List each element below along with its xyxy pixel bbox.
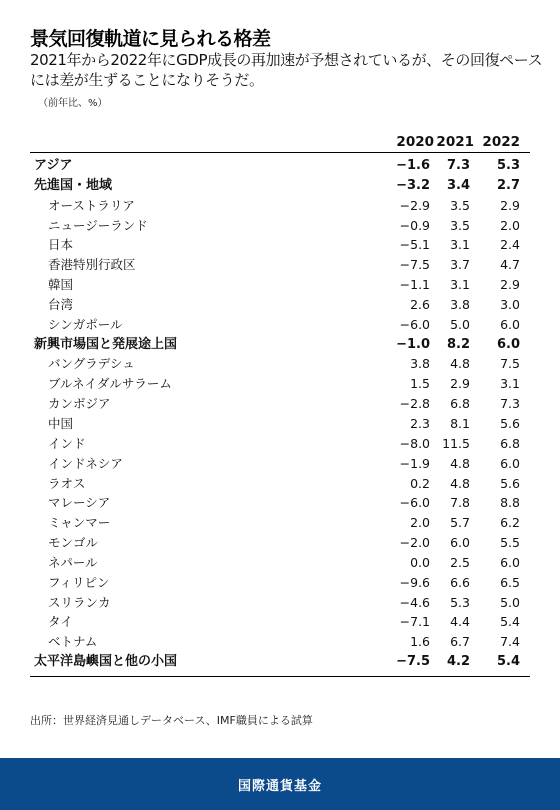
value-2021: 6.6 <box>450 574 470 590</box>
value-2022: 2.9 <box>500 197 520 213</box>
value-2020: −3.2 <box>396 177 430 193</box>
table-row <box>30 573 530 593</box>
value-2022: 3.1 <box>500 376 520 392</box>
column-header-2022: 2022 <box>482 134 520 150</box>
value-2021: 8.2 <box>446 336 470 352</box>
value-2020: 0.2 <box>410 475 430 491</box>
row-label: 新興市場国と発展途上国 <box>34 336 178 352</box>
table-row <box>30 414 530 434</box>
value-2020: 2.0 <box>410 515 430 531</box>
value-2020: −4.6 <box>399 594 430 610</box>
value-2021: 5.0 <box>450 316 470 332</box>
table-row <box>30 255 530 275</box>
value-2022: 2.7 <box>496 177 520 193</box>
row-label: 日本 <box>48 237 74 253</box>
value-2020: −5.1 <box>399 237 430 253</box>
units-note: （前年比、%） <box>38 98 108 109</box>
row-label: 中国 <box>48 415 74 431</box>
value-2020: −1.6 <box>396 158 430 173</box>
value-2022: 6.5 <box>500 574 520 590</box>
table-row <box>30 474 530 494</box>
value-2022: 5.6 <box>500 475 520 491</box>
value-2021: 7.8 <box>450 495 470 511</box>
table-row <box>30 295 530 315</box>
table-row <box>30 632 530 652</box>
value-2021: 3.1 <box>450 237 470 253</box>
value-2022: 2.4 <box>500 237 520 253</box>
value-2022: 5.4 <box>500 614 520 630</box>
row-label: ラオス <box>48 475 86 491</box>
table-row <box>30 493 530 513</box>
table-row <box>30 434 530 454</box>
value-2021: 3.7 <box>450 257 470 273</box>
value-2021: 3.8 <box>450 296 470 312</box>
table-row <box>30 354 530 374</box>
row-label: バングラデシュ <box>48 356 135 372</box>
value-2022: 7.3 <box>500 396 520 412</box>
value-2020: −8.0 <box>399 435 430 451</box>
table-row <box>30 196 530 216</box>
row-label: マレーシア <box>48 495 111 511</box>
value-2021: 6.8 <box>450 396 470 412</box>
table-group-row <box>30 156 530 176</box>
value-2022: 6.8 <box>500 435 520 451</box>
table-row <box>30 593 530 613</box>
row-label: 台湾 <box>48 296 74 312</box>
row-label: スリランカ <box>48 594 111 610</box>
table-row <box>30 533 530 553</box>
value-2021: 8.1 <box>450 415 470 431</box>
value-2020: −1.0 <box>396 336 430 352</box>
value-2022: 6.0 <box>500 455 520 471</box>
row-label: フィリピン <box>48 574 110 590</box>
row-label: 太平洋島嶼国と他の小国 <box>34 654 178 670</box>
value-2021: 3.5 <box>450 197 470 213</box>
table-body <box>30 153 530 672</box>
table-bottom-divider <box>30 676 530 677</box>
table-row <box>30 553 530 573</box>
value-2020: 0.0 <box>410 554 430 570</box>
value-2022: 5.4 <box>496 654 520 670</box>
table-row <box>30 216 530 236</box>
value-2020: −7.1 <box>399 614 430 630</box>
value-2020: 1.6 <box>410 634 430 650</box>
value-2022: 2.9 <box>500 277 520 293</box>
value-2021: 5.3 <box>450 594 470 610</box>
value-2020: −2.9 <box>399 197 430 213</box>
table-row <box>30 513 530 533</box>
row-label: 香港特別行政区 <box>48 257 136 273</box>
value-2021: 5.7 <box>450 515 470 531</box>
value-2022: 6.2 <box>500 515 520 531</box>
value-2020: −1.9 <box>399 455 430 471</box>
value-2020: −2.0 <box>399 535 430 551</box>
value-2020: −7.5 <box>396 654 430 670</box>
value-2022: 8.8 <box>500 495 520 511</box>
value-2021: 11.5 <box>442 435 470 451</box>
row-label: インド <box>48 435 86 451</box>
value-2021: 3.4 <box>446 177 470 193</box>
value-2020: −7.5 <box>399 257 430 273</box>
value-2022: 7.4 <box>500 634 520 650</box>
value-2022: 3.0 <box>500 296 520 312</box>
value-2022: 2.0 <box>500 217 520 233</box>
table-group-row <box>30 176 530 196</box>
source-note: 出所：世界経済見通しデータベース、IMF職員による試算 <box>30 714 313 727</box>
value-2022: 7.5 <box>500 356 520 372</box>
value-2020: −0.9 <box>399 217 430 233</box>
value-2022: 5.3 <box>496 158 520 173</box>
row-label: シンガポール <box>48 316 123 332</box>
value-2021: 3.5 <box>450 217 470 233</box>
column-header-2021: 2021 <box>436 134 474 150</box>
table-row <box>30 315 530 335</box>
row-label: 先進国・地域 <box>34 177 113 193</box>
row-label: ブルネイダルサラーム <box>48 376 172 392</box>
row-label: モンゴル <box>48 535 99 551</box>
value-2021: 7.3 <box>446 158 470 173</box>
value-2022: 5.0 <box>500 594 520 610</box>
table-group-row <box>30 335 530 355</box>
value-2022: 6.0 <box>496 336 520 352</box>
value-2022: 6.0 <box>500 316 520 332</box>
value-2021: 3.1 <box>450 277 470 293</box>
value-2020: −1.1 <box>399 277 430 293</box>
value-2021: 2.9 <box>450 376 470 392</box>
value-2020: 2.3 <box>410 415 430 431</box>
footer-banner <box>0 758 560 810</box>
row-label: タイ <box>48 614 73 630</box>
value-2021: 4.8 <box>450 455 470 471</box>
page-subtitle: 2021年から2022年にGDP成長の再加速が予想されているが、その回復ペースには差が生ずることになりそうだ。 <box>30 51 543 89</box>
table-row <box>30 275 530 295</box>
row-label: ミャンマー <box>48 515 111 531</box>
table-row <box>30 612 530 632</box>
table-row <box>30 454 530 474</box>
value-2021: 4.2 <box>446 654 470 670</box>
value-2022: 5.5 <box>500 535 520 551</box>
value-2021: 4.8 <box>450 356 470 372</box>
row-label: ニュージーランド <box>48 217 148 233</box>
value-2020: 3.8 <box>410 356 430 372</box>
row-label: アジア <box>34 158 73 173</box>
value-2021: 4.4 <box>450 614 470 630</box>
row-label: カンボジア <box>48 396 111 412</box>
row-label: ベトナム <box>48 634 98 650</box>
row-label: 韓国 <box>48 277 74 293</box>
value-2022: 4.7 <box>500 257 520 273</box>
value-2020: 1.5 <box>410 376 430 392</box>
value-2021: 4.8 <box>450 475 470 491</box>
growth-table <box>30 132 530 677</box>
row-label: ネパール <box>48 554 98 570</box>
value-2020: −6.0 <box>399 316 430 332</box>
column-header-2020: 2020 <box>396 134 434 150</box>
value-2020: 2.6 <box>410 296 430 312</box>
value-2020: −6.0 <box>399 495 430 511</box>
page-title: 景気回復軌道に見られる格差 <box>30 28 271 50</box>
table-header <box>30 132 530 152</box>
table-row <box>30 235 530 255</box>
table-row <box>30 394 530 414</box>
value-2022: 6.0 <box>500 554 520 570</box>
table-group-row <box>30 652 530 672</box>
value-2021: 6.7 <box>450 634 470 650</box>
value-2020: −2.8 <box>399 396 430 412</box>
value-2021: 6.0 <box>450 535 470 551</box>
value-2021: 2.5 <box>450 554 470 570</box>
footer-label: 国際通貨基金 <box>237 778 322 794</box>
table-row <box>30 374 530 394</box>
row-label: オーストラリア <box>48 197 135 213</box>
value-2022: 5.6 <box>500 415 520 431</box>
value-2020: −9.6 <box>399 574 430 590</box>
row-label: インドネシア <box>48 455 123 471</box>
